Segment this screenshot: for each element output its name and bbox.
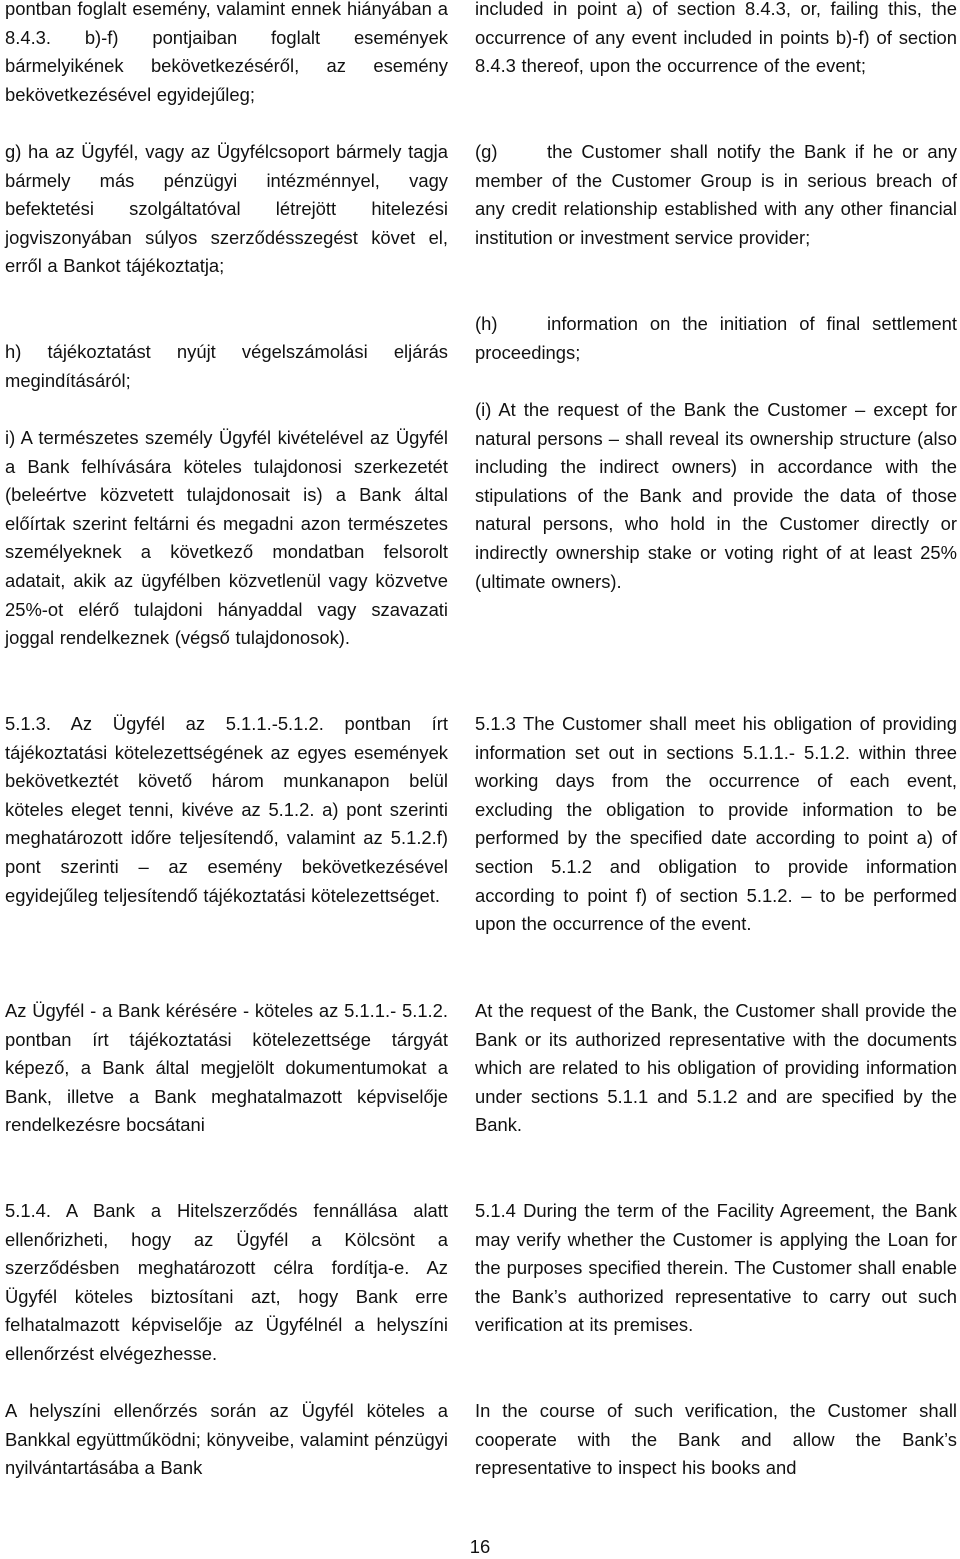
page-number: 16 — [469, 1536, 491, 1557]
right-paragraph-5-1-4: 5.1.4 During the term of the Facility Agreement, the Bank may verify whether the Customer is applying the Loan for the purposes specified therein. The Customer shall enable the Bank’s authorized representative to carry out such verification at its premises. — [475, 1200, 957, 1336]
right-paragraph-5-1-3: 5.1.3 The Customer shall meet his obligation of providing information set out in sections 5.1.1.- 5.1.2. within three working days from the occurrence of each event, excluding the obligation to provide information to be performed by the specified date according to point a) of section 5.1.2 and obligation to provide information according to point f) of section 5.1.2. – to be performed upon the occurrence of the event. — [475, 713, 957, 935]
right-paragraph-g-text: the Customer shall notify the Bank if he or any member of the Customer Group is in serious breach of any credit relationship established with any other financial institution or investment service provider; — [475, 141, 957, 248]
right-paragraph-h — [475, 310, 957, 367]
left-paragraph-5-1-3: 5.1.3. Az Ügyfél az 5.1.1.-5.1.2. pontban írt tájékoztatási kötelezettségének az egyes események bekövetkeztét követő három munkanapon belül köteles eleget tenni, kivéve az 5.1.2. a) pont szerinti meghatározott időre teljesítendő, valamint az 5.1.2.f) pont szerinti – az esemény bekövetkezésével egyidejűleg teljesítendő tájékoztatási kötelezettséget. — [5, 713, 448, 906]
left-paragraph-continuation: pontban foglalt esemény, valamint ennek hiányában a 8.4.3. b)-f) pontjaiban foglalt események bármelyikének bekövetkezéséről, az esemény bekövetkezésével egyidejűleg; — [5, 0, 448, 105]
right-paragraph-h-text: information on the initiation of final settlement proceedings; — [475, 313, 957, 363]
right-paragraph-continuation: included in point a) of section 8.4.3, or, failing this, the occurrence of any event included in points b)-f) of section 8.4.3 thereof, upon the occurrence of the event; — [475, 0, 957, 77]
right-paragraph-i: (i) At the request of the Bank the Customer – except for natural persons – shall reveal its ownership structure (also including the indirect owners) in accordance with the stipulations of the Bank and provide the data of those natural persons, who hold in the Customer directly or indirectly ownership stake or voting right of at least 25% (ultimate owners). — [475, 399, 957, 592]
left-paragraph-h: h) tájékoztatást nyújt végelszámolási eljárás megindításáról; — [5, 341, 448, 391]
right-paragraph-g — [475, 138, 957, 252]
right-paragraph-documents: At the request of the Bank, the Customer shall provide the Bank or its authorized representative with the documents which are related to his obligation of providing information under sections 5.1.1 and 5.1.2 and are specified by the Bank. — [475, 1000, 957, 1136]
right-paragraph-verification: In the course of such verification, the Customer shall cooperate with the Bank and allow the Bank’s representative to inspect his books and — [475, 1400, 957, 1479]
left-paragraph-verification: A helyszíni ellenőrzés során az Ügyfél köteles a Bankkal együttműködni; könyveibe, valamint pénzügyi nyilvántartásába a Bank — [5, 1400, 448, 1479]
left-paragraph-5-1-4: 5.1.4. A Bank a Hitelszerződés fennállása alatt ellenőrizheti, hogy az Ügyfél a Kölcsönt a szerződésben meghatározott célra fordítja-e. Az Ügyfél köteles biztosítani azt, hogy Bank erre felhatalmazott képviselője az Ügyfélnél a helyszíni ellenőrzést elvégezhesse. — [5, 1200, 448, 1364]
right-paragraph-g-label: (g) — [475, 141, 498, 162]
right-paragraph-h-label: (h) — [475, 313, 498, 334]
left-paragraph-g: g) ha az Ügyfél, vagy az Ügyfélcsoport bármely tagja bármely más pénzügyi intézménnyel, vagy befektetési szolgáltatóval létrejött hitelezési jogviszonyában súlyos szerződésszegést követ el, erről a Bankot tájékoztatja; — [5, 141, 448, 277]
left-paragraph-i: i) A természetes személy Ügyfél kivételével az Ügyfél a Bank felhívására köteles tulajdonosi szerkezetét (beleértve közvetett tulajdonosait is) a Bank által előírtak szerint feltárni és megadni azon természetes személyeknek a következő mondatban felsorolt adatait, akik az ügyfélben közvetlenül vagy közvetve 25%-ot elérő tulajdoni hányaddal vagy szavazati joggal rendelkeznek (végső tulajdonosok). — [5, 427, 448, 649]
left-paragraph-documents: Az Ügyfél - a Bank kérésére - köteles az 5.1.1.- 5.1.2. pontban írt tájékoztatási kötelezettsége tárgyát képező, a Bank által megjelölt dokumentumokat a Bank, illetve a Bank meghatalmazott képviselője rendelkezésre bocsátani — [5, 1000, 448, 1136]
